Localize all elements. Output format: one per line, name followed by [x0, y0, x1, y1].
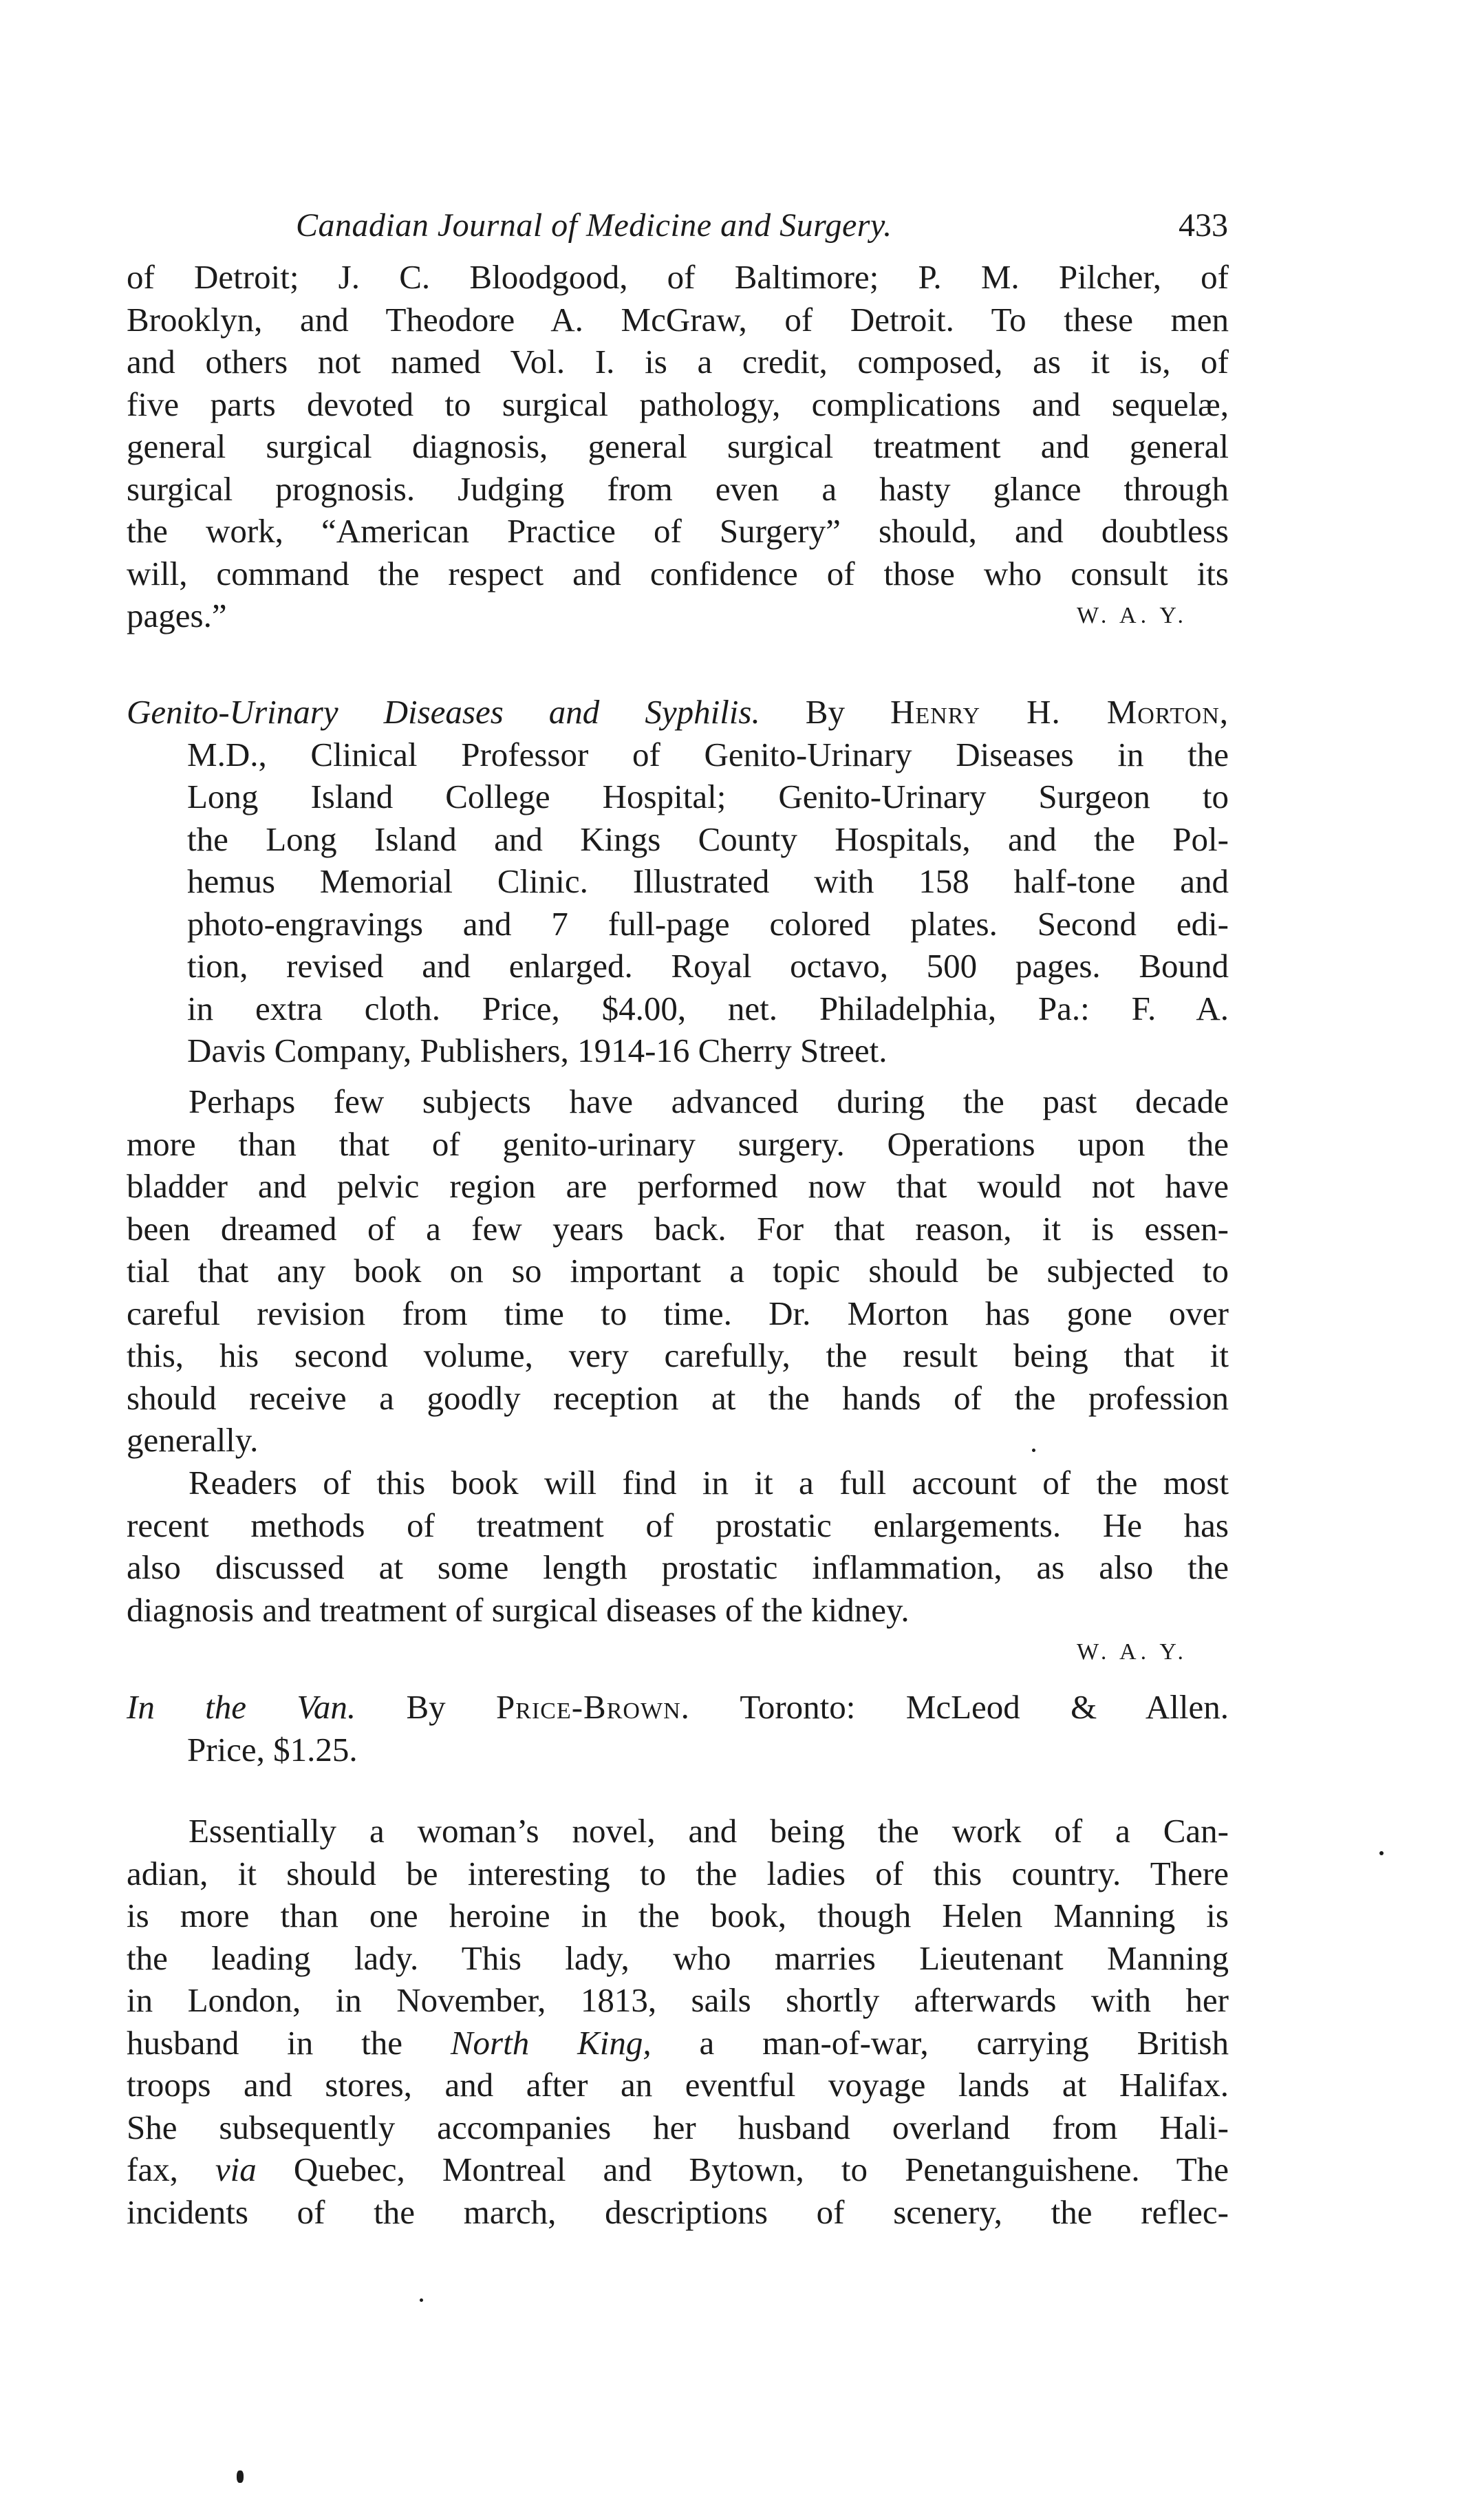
text-line: troops and stores, and after an eventful voyage lands at Halifax. [127, 2066, 1229, 2104]
heading-line: M.D., Clinical Professor of Genito-Urinary Diseases in the [187, 735, 1229, 773]
review-paragraph [127, 1462, 1229, 1674]
by-word: By [406, 1688, 446, 1726]
text-line: incidents of the march, descriptions of scenery, the reflec- [127, 2192, 1229, 2231]
text-line [127, 595, 1229, 637]
text-line [127, 2148, 1229, 2191]
text-line: surgical prognosis. Judging from even a hasty glance through [127, 469, 1229, 508]
text-line: and others not named Vol. I. is a credit, composed, as it is, of [127, 343, 1229, 381]
heading-line: in extra cloth. Price, $4.00, net. Philadelphia, Pa.: F. A. [187, 989, 1229, 1027]
heading-line [127, 1686, 1229, 1729]
ink-speck [1032, 1449, 1035, 1452]
ink-speck [420, 2298, 423, 2302]
text-line: generally. [127, 1421, 259, 1459]
continuation-paragraph [127, 256, 1229, 637]
text-line: also discussed at some length prostatic inflammation, as also the [127, 1548, 1229, 1586]
italic-via: via [215, 2150, 257, 2188]
text-line [127, 2022, 1229, 2064]
book-title: Genito-Urinary Diseases and Syphilis. [127, 693, 760, 731]
text-line: the leading lady. This lady, who marries Lieutenant Manning [127, 1939, 1229, 1977]
running-header [296, 206, 1228, 248]
heading-line: hemus Memorial Clinic. Illustrated with 158 half-tone and [187, 862, 1229, 900]
review-heading-in-the-van [127, 1686, 1229, 1771]
ship-name: North King, [450, 2023, 652, 2062]
text-line: She subsequently accompanies her husband overland from Hali- [127, 2108, 1229, 2146]
book-author: Price-Brown. [496, 1688, 690, 1726]
heading-line [127, 691, 1229, 734]
page-number: 433 [1179, 207, 1228, 244]
text-line: general surgical diagnosis, general surgical treatment and general [127, 427, 1229, 465]
heading-line: photo-engravings and 7 full-page colored plates. Second edi- [187, 904, 1229, 943]
book-author: Henry H. Morton, [890, 693, 1229, 731]
text-line: in London, in November, 1813, sails shortly afterwards with her [127, 1981, 1229, 2019]
text-line: more than that of genito-urinary surgery. Operations upon the [127, 1124, 1229, 1163]
heading-line: Davis Company, Publishers, 1914-16 Cherry Street. [187, 1032, 888, 1069]
text-line: bladder and pelvic region are performed now that would not have [127, 1167, 1229, 1205]
reviewer-signature: W. A. Y. [1076, 1639, 1187, 1665]
running-title: Canadian Journal of Medicine and Surgery. [296, 207, 892, 244]
text-line: is more than one heroine in the book, though Helen Manning is [127, 1897, 1229, 1934]
text-line: diagnosis and treatment of surgical diseases of the kidney. [127, 1590, 910, 1629]
text-fragment: fax, [127, 2150, 215, 2188]
review-paragraph [127, 1810, 1229, 2233]
text-line: recent methods of treatment of prostatic enlargements. He has [127, 1506, 1229, 1544]
book-publisher: Toronto: McLeod & Allen. [740, 1688, 1229, 1726]
text-fragment: a man-of-war, carrying British [651, 2023, 1229, 2062]
heading-line: Long Island College Hospital; Genito-Urinary Surgeon to [187, 778, 1229, 815]
heading-line: the Long Island and Kings County Hospitals, and the Pol- [187, 820, 1229, 858]
text-line: this, his second volume, very carefully, the result being that it [127, 1336, 1229, 1374]
text-line: Brooklyn, and Theodore A. McGraw, of Detroit. To these men [127, 300, 1229, 339]
review-heading-genito-urinary [127, 691, 1229, 1072]
text-fragment: Quebec, Montreal and Bytown, to Penetanguishene. The [256, 2150, 1229, 2188]
ink-speck [1379, 1851, 1384, 1855]
text-line: Perhaps few subjects have advanced during the past decade [189, 1082, 1229, 1120]
text-fragment: husband in the [127, 2023, 451, 2062]
reviewer-signature: W. A. Y. [1076, 603, 1187, 628]
text-line: will, command the respect and confidence of those who consult its [127, 554, 1229, 593]
text-line: been dreamed of a few years back. For that reason, it is essen- [127, 1209, 1229, 1248]
text-line: careful revision from time to time. Dr. Morton has gone over [127, 1294, 1229, 1332]
text-line: adian, it should be interesting to the ladies of this country. There [127, 1854, 1229, 1892]
by-word: By [805, 693, 845, 731]
heading-line: Price, $1.25. [187, 1730, 358, 1769]
text-line: Readers of this book will find in it a full account of the most [189, 1464, 1229, 1502]
text-line: of Detroit; J. C. Bloodgood, of Baltimore; P. M. Pilcher, of [127, 258, 1229, 296]
text-line: the work, “American Practice of Surgery” should, and doubtless [127, 512, 1229, 550]
text-line: five parts devoted to surgical pathology, complications and sequelæ, [127, 385, 1229, 423]
text-line-end: pages.” [127, 597, 227, 634]
text-line: should receive a goodly reception at the hands of the profession [127, 1378, 1229, 1417]
text-line: Essentially a woman’s novel, and being the work of a Can- [189, 1812, 1229, 1850]
ink-blot [237, 2470, 244, 2483]
text-line: tial that any book on so important a topic should be subjected to [127, 1252, 1229, 1290]
review-paragraph [127, 1080, 1229, 1462]
heading-line: tion, revised and enlarged. Royal octavo, 500 pages. Bound [187, 947, 1229, 985]
book-title: In the Van. [127, 1688, 356, 1726]
